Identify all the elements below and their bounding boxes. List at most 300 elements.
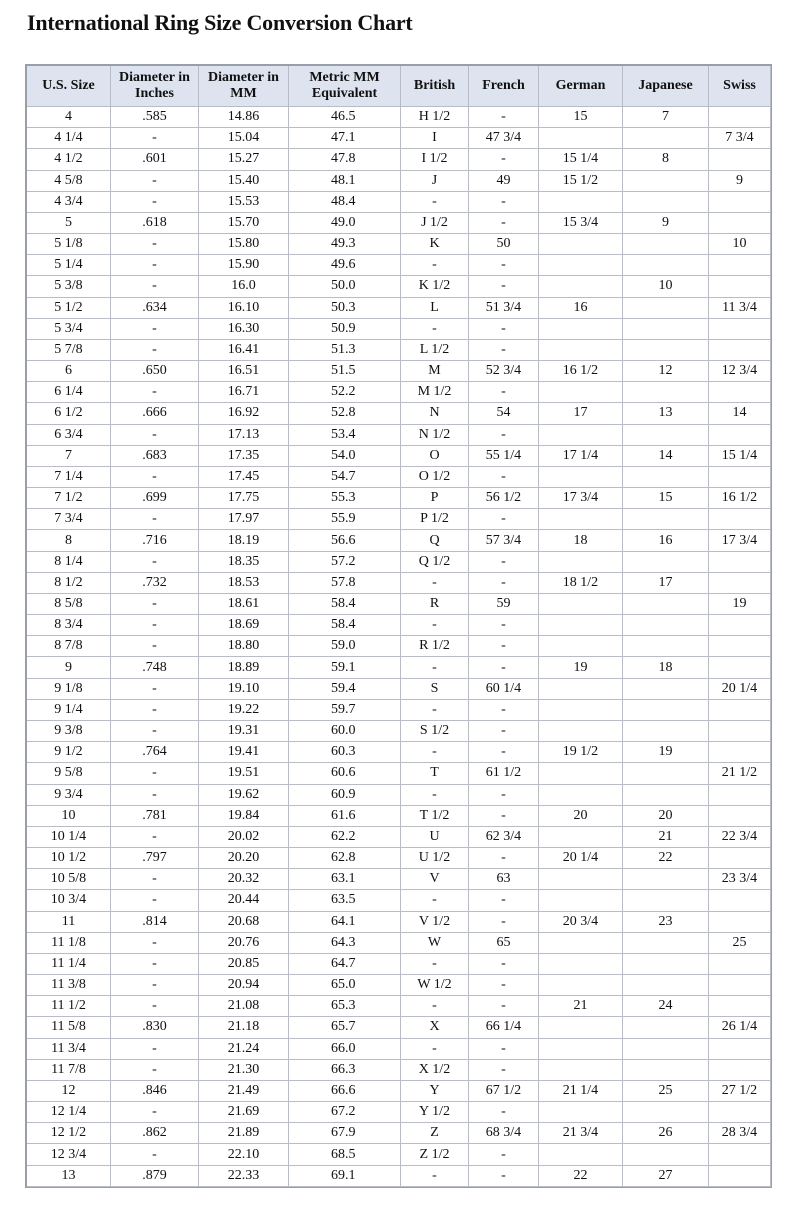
cell-us-size: 11 7/8 [27, 1060, 111, 1081]
cell-us-size: 12 1/4 [27, 1102, 111, 1123]
cell-swiss [709, 954, 771, 975]
cell-us-size: 10 [27, 806, 111, 827]
cell-metric-mm: 61.6 [289, 806, 401, 827]
cell-german: 19 1/2 [539, 742, 623, 763]
cell-japanese [623, 1144, 709, 1165]
cell-british: - [401, 573, 469, 594]
cell-us-size: 6 [27, 361, 111, 382]
cell-us-size: 11 3/4 [27, 1039, 111, 1060]
cell-swiss: 27 1/2 [709, 1081, 771, 1102]
cell-french: - [469, 382, 539, 403]
cell-german: 18 1/2 [539, 573, 623, 594]
cell-diameter-mm: 17.75 [199, 488, 289, 509]
cell-diameter-inches: - [111, 785, 199, 806]
table-row [27, 361, 771, 382]
cell-swiss: 10 [709, 234, 771, 255]
cell-french: - [469, 996, 539, 1017]
cell-japanese: 23 [623, 912, 709, 933]
cell-diameter-mm: 18.19 [199, 530, 289, 551]
cell-swiss [709, 149, 771, 170]
cell-german [539, 467, 623, 488]
cell-us-size: 6 1/2 [27, 403, 111, 424]
cell-french: 67 1/2 [469, 1081, 539, 1102]
cell-french: - [469, 615, 539, 636]
cell-japanese: 25 [623, 1081, 709, 1102]
cell-german [539, 785, 623, 806]
cell-french: - [469, 721, 539, 742]
cell-metric-mm: 55.3 [289, 488, 401, 509]
cell-french: - [469, 785, 539, 806]
cell-french: 52 3/4 [469, 361, 539, 382]
cell-french: 63 [469, 869, 539, 890]
cell-metric-mm: 55.9 [289, 509, 401, 530]
cell-german: 15 1/4 [539, 149, 623, 170]
cell-diameter-inches: .650 [111, 361, 199, 382]
cell-us-size: 4 5/8 [27, 171, 111, 192]
cell-british: - [401, 255, 469, 276]
cell-diameter-mm: 18.53 [199, 573, 289, 594]
cell-german [539, 319, 623, 340]
cell-swiss: 15 1/4 [709, 446, 771, 467]
cell-german: 22 [539, 1166, 623, 1187]
cell-us-size: 9 1/2 [27, 742, 111, 763]
cell-diameter-mm: 20.44 [199, 890, 289, 911]
cell-metric-mm: 60.6 [289, 763, 401, 784]
cell-swiss [709, 467, 771, 488]
cell-diameter-mm: 17.45 [199, 467, 289, 488]
cell-diameter-inches: - [111, 276, 199, 297]
cell-japanese: 26 [623, 1123, 709, 1144]
cell-british: - [401, 890, 469, 911]
cell-french: - [469, 954, 539, 975]
table-row [27, 340, 771, 361]
cell-metric-mm: 51.5 [289, 361, 401, 382]
cell-swiss: 25 [709, 933, 771, 954]
cell-diameter-mm: 21.30 [199, 1060, 289, 1081]
header-diameter-inches: Diameter in Inches [111, 66, 199, 107]
cell-british: O [401, 446, 469, 467]
cell-german [539, 827, 623, 848]
cell-japanese [623, 954, 709, 975]
cell-metric-mm: 52.8 [289, 403, 401, 424]
cell-diameter-inches: .748 [111, 657, 199, 678]
cell-diameter-inches: - [111, 1060, 199, 1081]
cell-us-size: 8 1/4 [27, 552, 111, 573]
cell-diameter-inches: - [111, 763, 199, 784]
cell-metric-mm: 54.0 [289, 446, 401, 467]
cell-us-size: 5 3/4 [27, 319, 111, 340]
cell-diameter-mm: 16.71 [199, 382, 289, 403]
cell-japanese [623, 298, 709, 319]
cell-us-size: 12 1/2 [27, 1123, 111, 1144]
cell-japanese [623, 594, 709, 615]
cell-swiss [709, 276, 771, 297]
cell-german [539, 425, 623, 446]
cell-us-size: 11 5/8 [27, 1017, 111, 1038]
cell-diameter-inches: - [111, 552, 199, 573]
cell-metric-mm: 48.4 [289, 192, 401, 213]
cell-japanese: 7 [623, 107, 709, 128]
cell-german [539, 340, 623, 361]
table-row [27, 171, 771, 192]
cell-japanese: 12 [623, 361, 709, 382]
cell-japanese [623, 382, 709, 403]
cell-french: - [469, 192, 539, 213]
cell-us-size: 9 3/4 [27, 785, 111, 806]
cell-metric-mm: 57.2 [289, 552, 401, 573]
cell-swiss: 17 3/4 [709, 530, 771, 551]
table-row [27, 869, 771, 890]
cell-metric-mm: 59.0 [289, 636, 401, 657]
cell-french: 49 [469, 171, 539, 192]
cell-diameter-mm: 19.31 [199, 721, 289, 742]
cell-japanese: 21 [623, 827, 709, 848]
cell-us-size: 5 1/2 [27, 298, 111, 319]
cell-diameter-inches: - [111, 975, 199, 996]
cell-german [539, 890, 623, 911]
cell-diameter-mm: 17.13 [199, 425, 289, 446]
table-row [27, 1166, 771, 1187]
cell-french: - [469, 425, 539, 446]
cell-diameter-inches: .683 [111, 446, 199, 467]
cell-swiss [709, 192, 771, 213]
cell-german [539, 1017, 623, 1038]
table-row [27, 446, 771, 467]
cell-swiss [709, 636, 771, 657]
cell-metric-mm: 63.1 [289, 869, 401, 890]
table-row [27, 763, 771, 784]
cell-diameter-mm: 20.94 [199, 975, 289, 996]
cell-french: - [469, 1144, 539, 1165]
cell-german [539, 700, 623, 721]
cell-diameter-inches: - [111, 933, 199, 954]
cell-german: 17 3/4 [539, 488, 623, 509]
cell-british: P [401, 488, 469, 509]
cell-french: 59 [469, 594, 539, 615]
cell-british: M 1/2 [401, 382, 469, 403]
cell-metric-mm: 49.0 [289, 213, 401, 234]
table-row [27, 530, 771, 551]
cell-french: - [469, 319, 539, 340]
cell-french: - [469, 509, 539, 530]
cell-metric-mm: 66.0 [289, 1039, 401, 1060]
cell-swiss [709, 700, 771, 721]
cell-japanese [623, 975, 709, 996]
header-swiss: Swiss [709, 66, 771, 107]
cell-us-size: 4 1/2 [27, 149, 111, 170]
cell-swiss: 20 1/4 [709, 679, 771, 700]
cell-diameter-mm: 17.97 [199, 509, 289, 530]
cell-japanese: 16 [623, 530, 709, 551]
cell-diameter-inches: .830 [111, 1017, 199, 1038]
cell-british: Z [401, 1123, 469, 1144]
cell-diameter-mm: 20.32 [199, 869, 289, 890]
cell-metric-mm: 67.2 [289, 1102, 401, 1123]
cell-british: - [401, 615, 469, 636]
cell-british: Z 1/2 [401, 1144, 469, 1165]
cell-german [539, 594, 623, 615]
cell-japanese [623, 552, 709, 573]
cell-french: - [469, 1060, 539, 1081]
cell-us-size: 9 3/8 [27, 721, 111, 742]
cell-metric-mm: 46.5 [289, 107, 401, 128]
cell-metric-mm: 66.3 [289, 1060, 401, 1081]
cell-metric-mm: 65.7 [289, 1017, 401, 1038]
cell-diameter-inches: .732 [111, 573, 199, 594]
cell-us-size: 8 [27, 530, 111, 551]
cell-british: - [401, 954, 469, 975]
cell-metric-mm: 59.4 [289, 679, 401, 700]
cell-us-size: 6 1/4 [27, 382, 111, 403]
cell-japanese: 15 [623, 488, 709, 509]
cell-diameter-inches: .797 [111, 848, 199, 869]
cell-us-size: 8 5/8 [27, 594, 111, 615]
cell-german [539, 763, 623, 784]
cell-japanese [623, 425, 709, 446]
cell-diameter-inches: - [111, 319, 199, 340]
table-row [27, 806, 771, 827]
cell-swiss [709, 1039, 771, 1060]
table-row [27, 721, 771, 742]
cell-german: 20 1/4 [539, 848, 623, 869]
cell-us-size: 5 [27, 213, 111, 234]
header-japanese: Japanese [623, 66, 709, 107]
cell-british: X 1/2 [401, 1060, 469, 1081]
cell-diameter-mm: 18.35 [199, 552, 289, 573]
cell-german: 20 [539, 806, 623, 827]
cell-diameter-mm: 19.22 [199, 700, 289, 721]
table-row [27, 552, 771, 573]
cell-british: N 1/2 [401, 425, 469, 446]
cell-french: - [469, 890, 539, 911]
cell-japanese: 18 [623, 657, 709, 678]
cell-metric-mm: 64.7 [289, 954, 401, 975]
cell-us-size: 10 5/8 [27, 869, 111, 890]
cell-japanese [623, 340, 709, 361]
table-row [27, 615, 771, 636]
cell-british: I [401, 128, 469, 149]
cell-british: K 1/2 [401, 276, 469, 297]
cell-diameter-inches: - [111, 425, 199, 446]
cell-german [539, 615, 623, 636]
cell-french: 68 3/4 [469, 1123, 539, 1144]
table-row [27, 382, 771, 403]
cell-us-size: 9 1/4 [27, 700, 111, 721]
cell-swiss [709, 615, 771, 636]
cell-diameter-mm: 18.89 [199, 657, 289, 678]
cell-german [539, 509, 623, 530]
cell-swiss [709, 1144, 771, 1165]
cell-metric-mm: 50.0 [289, 276, 401, 297]
cell-british: O 1/2 [401, 467, 469, 488]
cell-diameter-mm: 15.90 [199, 255, 289, 276]
cell-diameter-mm: 15.27 [199, 149, 289, 170]
table-row [27, 975, 771, 996]
cell-us-size: 11 1/8 [27, 933, 111, 954]
cell-diameter-mm: 20.20 [199, 848, 289, 869]
cell-diameter-inches: .585 [111, 107, 199, 128]
cell-swiss: 28 3/4 [709, 1123, 771, 1144]
cell-swiss [709, 721, 771, 742]
cell-metric-mm: 60.3 [289, 742, 401, 763]
cell-japanese: 17 [623, 573, 709, 594]
cell-diameter-mm: 15.70 [199, 213, 289, 234]
cell-french: 62 3/4 [469, 827, 539, 848]
cell-metric-mm: 52.2 [289, 382, 401, 403]
cell-swiss [709, 996, 771, 1017]
cell-diameter-inches: - [111, 234, 199, 255]
cell-us-size: 5 1/8 [27, 234, 111, 255]
table-row [27, 467, 771, 488]
table-row [27, 298, 771, 319]
table-row [27, 107, 771, 128]
cell-french: 56 1/2 [469, 488, 539, 509]
cell-french: - [469, 1102, 539, 1123]
cell-us-size: 7 [27, 446, 111, 467]
cell-british: J 1/2 [401, 213, 469, 234]
cell-japanese [623, 467, 709, 488]
cell-metric-mm: 48.1 [289, 171, 401, 192]
cell-us-size: 8 1/2 [27, 573, 111, 594]
cell-swiss [709, 785, 771, 806]
cell-metric-mm: 49.3 [289, 234, 401, 255]
table-row [27, 1060, 771, 1081]
cell-diameter-mm: 16.10 [199, 298, 289, 319]
cell-swiss [709, 340, 771, 361]
cell-french: - [469, 700, 539, 721]
cell-french: 65 [469, 933, 539, 954]
cell-japanese [623, 319, 709, 340]
cell-japanese [623, 700, 709, 721]
cell-metric-mm: 56.6 [289, 530, 401, 551]
cell-japanese [623, 679, 709, 700]
cell-japanese [623, 636, 709, 657]
table-row [27, 488, 771, 509]
cell-diameter-mm: 21.89 [199, 1123, 289, 1144]
cell-metric-mm: 63.5 [289, 890, 401, 911]
cell-german [539, 1144, 623, 1165]
cell-diameter-inches: .764 [111, 742, 199, 763]
cell-diameter-inches: - [111, 869, 199, 890]
cell-japanese [623, 721, 709, 742]
cell-diameter-mm: 20.02 [199, 827, 289, 848]
cell-swiss: 23 3/4 [709, 869, 771, 890]
cell-us-size: 8 3/4 [27, 615, 111, 636]
cell-french: - [469, 107, 539, 128]
cell-metric-mm: 67.9 [289, 1123, 401, 1144]
cell-french: 55 1/4 [469, 446, 539, 467]
cell-metric-mm: 53.4 [289, 425, 401, 446]
cell-swiss: 11 3/4 [709, 298, 771, 319]
cell-japanese [623, 1039, 709, 1060]
cell-metric-mm: 62.2 [289, 827, 401, 848]
cell-japanese [623, 1102, 709, 1123]
cell-metric-mm: 62.8 [289, 848, 401, 869]
cell-swiss [709, 107, 771, 128]
cell-japanese [623, 1060, 709, 1081]
cell-french: 60 1/4 [469, 679, 539, 700]
cell-us-size: 8 7/8 [27, 636, 111, 657]
cell-french: - [469, 742, 539, 763]
cell-diameter-mm: 18.69 [199, 615, 289, 636]
cell-diameter-inches: .618 [111, 213, 199, 234]
cell-metric-mm: 69.1 [289, 1166, 401, 1187]
cell-diameter-inches: - [111, 996, 199, 1017]
cell-british: H 1/2 [401, 107, 469, 128]
header-french: French [469, 66, 539, 107]
cell-us-size: 4 3/4 [27, 192, 111, 213]
table-row [27, 425, 771, 446]
cell-us-size: 7 1/4 [27, 467, 111, 488]
cell-swiss [709, 255, 771, 276]
cell-japanese [623, 171, 709, 192]
cell-japanese [623, 763, 709, 784]
cell-metric-mm: 64.3 [289, 933, 401, 954]
cell-diameter-mm: 19.84 [199, 806, 289, 827]
table-row [27, 594, 771, 615]
cell-diameter-mm: 22.33 [199, 1166, 289, 1187]
table-row [27, 1102, 771, 1123]
cell-diameter-mm: 19.62 [199, 785, 289, 806]
cell-british: X [401, 1017, 469, 1038]
cell-diameter-inches: .601 [111, 149, 199, 170]
cell-diameter-mm: 20.85 [199, 954, 289, 975]
cell-british: - [401, 742, 469, 763]
cell-us-size: 9 1/8 [27, 679, 111, 700]
cell-swiss [709, 425, 771, 446]
cell-swiss [709, 213, 771, 234]
table-row [27, 996, 771, 1017]
cell-diameter-mm: 21.24 [199, 1039, 289, 1060]
table-row [27, 319, 771, 340]
header-metric-mm: Metric MM Equivalent [289, 66, 401, 107]
cell-us-size: 11 [27, 912, 111, 933]
table-row [27, 848, 771, 869]
cell-us-size: 6 3/4 [27, 425, 111, 446]
cell-swiss: 16 1/2 [709, 488, 771, 509]
cell-german: 20 3/4 [539, 912, 623, 933]
cell-diameter-mm: 16.92 [199, 403, 289, 424]
cell-diameter-mm: 19.41 [199, 742, 289, 763]
table-row [27, 912, 771, 933]
cell-german: 21 [539, 996, 623, 1017]
cell-us-size: 12 3/4 [27, 1144, 111, 1165]
cell-german [539, 1039, 623, 1060]
table-row [27, 1081, 771, 1102]
cell-metric-mm: 68.5 [289, 1144, 401, 1165]
ring-size-table [25, 64, 772, 1188]
cell-british: V 1/2 [401, 912, 469, 933]
cell-british: S [401, 679, 469, 700]
cell-french: - [469, 149, 539, 170]
cell-japanese: 8 [623, 149, 709, 170]
cell-metric-mm: 58.4 [289, 594, 401, 615]
cell-french: 50 [469, 234, 539, 255]
cell-diameter-inches: .699 [111, 488, 199, 509]
cell-metric-mm: 65.0 [289, 975, 401, 996]
cell-us-size: 10 1/4 [27, 827, 111, 848]
cell-diameter-mm: 16.41 [199, 340, 289, 361]
table-row [27, 403, 771, 424]
cell-swiss [709, 1166, 771, 1187]
cell-swiss: 9 [709, 171, 771, 192]
cell-swiss: 14 [709, 403, 771, 424]
cell-metric-mm: 58.4 [289, 615, 401, 636]
cell-british: Q [401, 530, 469, 551]
cell-swiss [709, 382, 771, 403]
cell-german [539, 975, 623, 996]
cell-swiss [709, 319, 771, 340]
